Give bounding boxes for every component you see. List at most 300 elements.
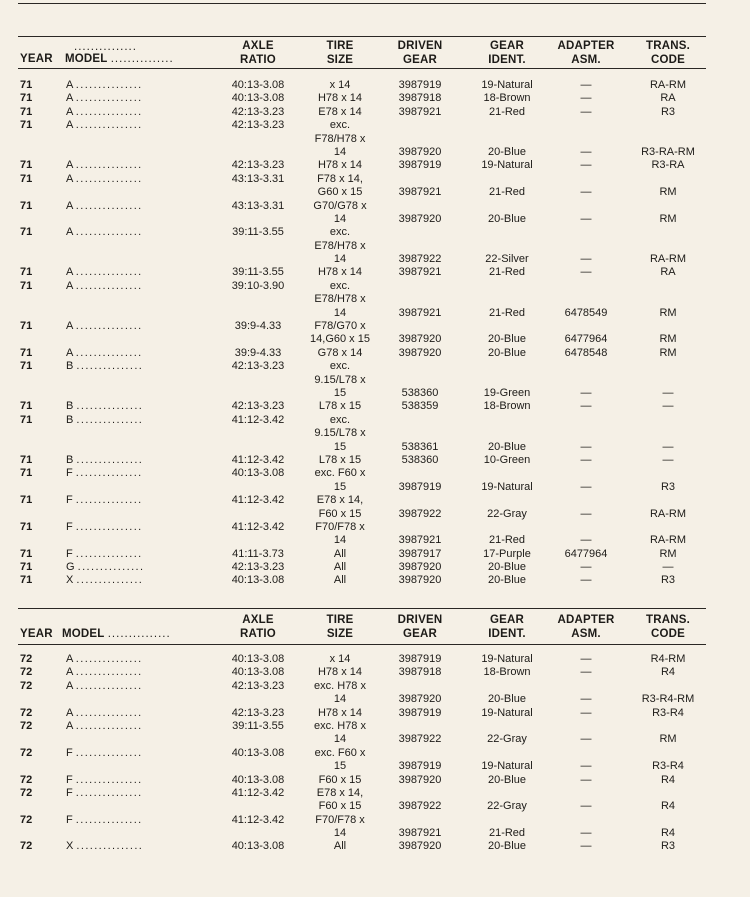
table-row <box>0 106 750 119</box>
axle-ratio-cell: 40:13-3.08 <box>231 840 285 853</box>
tire-size-cell: 14 <box>333 534 347 547</box>
model-cell <box>66 414 216 427</box>
model-cell <box>66 266 216 279</box>
driven-gear-cell: 3987921 <box>398 266 442 279</box>
axle-ratio-cell: 42:13-3.23 <box>231 679 285 692</box>
year-cell: 71 <box>20 320 33 333</box>
adapter-asm-cell: — <box>580 827 592 840</box>
driven-gear-cell: 3987921 <box>398 827 442 840</box>
gear-ident-cell: 19-Natural <box>481 480 533 493</box>
model-letter: B <box>66 453 74 466</box>
driven-gear-cell: 3987920 <box>398 212 442 225</box>
axle-ratio-cell: 39:11-3.55 <box>232 719 284 732</box>
axle-ratio-cell: 42:13-3.23 <box>231 561 285 574</box>
gear-ident-cell: 20-Blue <box>488 145 526 158</box>
tire-size-cell: 14 <box>333 253 347 266</box>
gear-ident-cell: 21-Red <box>488 186 526 199</box>
table2-header-model: MODEL ............... <box>62 628 171 640</box>
gear-ident-cell: 20-Blue <box>488 440 526 453</box>
driven-gear-cell: 3987917 <box>398 547 442 560</box>
model-cell <box>66 561 216 574</box>
tire-size-cell: F78/G70 x <box>314 320 366 333</box>
table-row <box>0 387 750 400</box>
year-cell: 72 <box>20 786 33 799</box>
driven-gear-cell: 3987920 <box>398 840 442 853</box>
model-letter: A <box>66 346 73 359</box>
table-row <box>0 213 750 226</box>
trans-code-cell: R4 <box>660 800 676 813</box>
adapter-asm-cell: — <box>580 159 592 172</box>
axle-ratio-cell: 41:12-3.42 <box>231 453 285 466</box>
gear-ident-cell: 10-Green <box>483 453 531 466</box>
table-row <box>0 427 750 440</box>
driven-gear-cell: 3987920 <box>398 333 442 346</box>
model-letter: A <box>66 92 73 105</box>
gear-ident-cell: 19-Natural <box>481 760 533 773</box>
year-cell: 71 <box>20 413 33 426</box>
gear-ident-cell: 21-Red <box>488 534 526 547</box>
leader-dots: ............... <box>75 320 143 333</box>
axle-ratio-cell: 42:13-3.23 <box>231 159 285 172</box>
model-letter: A <box>66 653 73 665</box>
tire-size-cell: F60 x 15 <box>318 507 362 520</box>
table-row <box>0 333 750 346</box>
tire-size-cell: exc. <box>329 360 351 373</box>
year-cell: 71 <box>20 92 33 105</box>
year-cell: 71 <box>20 119 33 132</box>
year-cell: 71 <box>20 400 33 413</box>
axle-ratio-cell: 42:13-3.23 <box>231 119 285 132</box>
model-cell <box>66 666 216 679</box>
tire-size-cell: H78 x 14 <box>317 159 363 172</box>
tire-size-cell: All <box>333 561 347 574</box>
model-letter: F <box>66 773 73 786</box>
axle-ratio-cell: 41:12-3.42 <box>231 413 285 426</box>
axle-ratio-cell: 41:11-3.73 <box>232 547 284 560</box>
gear-ident-cell: 18-Brown <box>483 92 531 105</box>
gear-ident-cell: 19-Natural <box>481 706 533 719</box>
axle-ratio-cell: 39:9-4.33 <box>234 346 282 359</box>
adapter-asm-cell: — <box>580 386 592 399</box>
driven-gear-cell: 3987921 <box>398 534 442 547</box>
tire-size-cell: 15 <box>333 480 347 493</box>
model-letter: A <box>66 199 73 212</box>
trans-code-cell: RA <box>660 266 676 279</box>
axle-ratio-cell: 40:13-3.08 <box>231 79 285 91</box>
table-row <box>0 747 750 760</box>
driven-gear-cell: 3987920 <box>398 561 442 574</box>
tire-size-cell: H78 x 14 <box>317 706 363 719</box>
table-row <box>0 133 750 146</box>
leader-dots: ............... <box>76 574 144 587</box>
table-row <box>0 774 750 787</box>
adapter-asm-cell: — <box>580 212 592 225</box>
leader-dots: ............... <box>75 92 143 105</box>
table-row <box>0 680 750 693</box>
model-letter: A <box>66 119 73 132</box>
axle-ratio-cell: 41:12-3.42 <box>231 494 285 507</box>
leader-dots: ............... <box>76 413 144 426</box>
gear-ident-cell: 22-Gray <box>487 507 527 520</box>
table-row <box>0 253 750 266</box>
gear-ident-cell: 19-Natural <box>481 159 533 172</box>
model-letter: A <box>66 105 73 118</box>
trans-code-cell: RA-RM <box>649 534 687 547</box>
tire-size-cell: exc. H78 x <box>314 719 366 732</box>
tire-size-cell: 14 <box>333 212 347 225</box>
model-letter: G <box>66 561 75 574</box>
tire-size-cell: All <box>333 547 347 560</box>
trans-code-cell: R3-RA-RM <box>641 145 695 158</box>
year-cell: 72 <box>20 719 33 732</box>
year-cell: 71 <box>20 266 33 279</box>
year-cell: 71 <box>20 159 33 172</box>
model-letter: A <box>66 266 73 279</box>
adapter-asm-cell: — <box>580 440 592 453</box>
table-row <box>0 760 750 773</box>
trans-code-cell: R4-RM <box>650 653 686 665</box>
tire-size-cell: E78 x 14, <box>316 494 364 507</box>
adapter-asm-cell: — <box>580 561 592 574</box>
trans-code-cell: RM <box>659 346 677 359</box>
trans-code-cell: RA <box>660 92 676 105</box>
year-cell: 72 <box>20 840 33 853</box>
table2-header-axle: AXLE RATIO <box>240 614 276 640</box>
table-row <box>0 400 750 413</box>
driven-gear-cell: 538360 <box>401 386 439 399</box>
adapter-asm-cell: — <box>580 79 592 91</box>
trans-code-cell: R4 <box>660 666 676 679</box>
gear-ident-cell: 21-Red <box>488 266 526 279</box>
driven-gear-cell: 3987921 <box>398 306 442 319</box>
trans-code-cell: RM <box>659 306 677 319</box>
tire-size-cell: G60 x 15 <box>317 186 363 199</box>
driven-gear-cell: 538359 <box>401 400 439 413</box>
leader-dots: ............... <box>75 346 143 359</box>
leader-dots: ............... <box>76 453 144 466</box>
axle-ratio-cell: 39:11-3.55 <box>232 226 284 239</box>
trans-code-cell: — <box>662 386 674 399</box>
model-cell <box>66 680 216 693</box>
driven-gear-cell: 3987919 <box>398 760 442 773</box>
adapter-asm-cell: — <box>580 574 592 587</box>
adapter-asm-cell: — <box>580 706 592 719</box>
tire-size-cell: G70/G78 x <box>313 199 367 212</box>
leader-dots: ............... <box>75 773 143 786</box>
tire-size-cell: L78 x 15 <box>318 453 362 466</box>
model-cell <box>66 280 216 293</box>
trans-code-cell: — <box>662 440 674 453</box>
axle-ratio-cell: 41:12-3.42 <box>231 813 285 826</box>
leader-dots: ............... <box>75 172 143 185</box>
table2-header-bottom-rule <box>18 644 706 645</box>
table-row <box>0 293 750 306</box>
adapter-asm-cell: — <box>580 733 592 746</box>
leader-dots: ............... <box>75 520 143 533</box>
tire-size-cell: exc. <box>329 279 351 292</box>
leader-dots: ............... <box>76 400 144 413</box>
axle-ratio-cell: 39:9-4.33 <box>234 320 282 333</box>
table-row <box>0 307 750 320</box>
gear-ident-cell: 20-Blue <box>488 693 526 706</box>
leader-dots: ............... <box>75 547 143 560</box>
leader-dots: ............... <box>75 666 143 679</box>
table-row <box>0 561 750 574</box>
leader-dots: ............... <box>75 279 143 292</box>
gear-ident-cell: 21-Red <box>488 306 526 319</box>
table-row <box>0 266 750 279</box>
gear-ident-cell: 20-Blue <box>488 773 526 786</box>
tire-size-cell: F70/F78 x <box>315 813 365 826</box>
year-cell: 71 <box>20 574 33 587</box>
leader-dots: ............... <box>77 561 145 574</box>
axle-ratio-cell: 40:13-3.08 <box>231 653 285 665</box>
table-row <box>0 360 750 373</box>
leader-dots: ............... <box>76 840 144 853</box>
tire-size-cell: 9.15/L78 x <box>314 427 366 440</box>
leader-dots: ............... <box>75 266 143 279</box>
driven-gear-cell: 538360 <box>401 453 439 466</box>
model-cell <box>66 840 216 853</box>
year-cell: 71 <box>20 494 33 507</box>
table-row <box>0 159 750 172</box>
gear-ident-cell: 19-Natural <box>481 653 533 665</box>
axle-ratio-cell: 42:13-3.23 <box>231 400 285 413</box>
table2-header-adapter: ADAPTER ASM. <box>557 614 615 640</box>
tire-size-cell: L78 x 15 <box>318 400 362 413</box>
tire-size-cell: 14 <box>333 733 347 746</box>
trans-code-cell: RM <box>659 212 677 225</box>
tire-size-cell: 9.15/L78 x <box>314 373 366 386</box>
table-row <box>0 240 750 253</box>
tire-size-cell: exc. F60 x <box>314 467 366 480</box>
tire-size-cell: 14 <box>333 693 347 706</box>
model-letter: X <box>66 840 74 853</box>
adapter-asm-cell: — <box>580 840 592 853</box>
tire-size-cell: E78/H78 x <box>314 239 366 252</box>
driven-gear-cell: 3987919 <box>398 706 442 719</box>
year-cell: 72 <box>20 773 33 786</box>
model-letter: F <box>66 786 73 799</box>
leader-dots: ............... <box>75 79 143 91</box>
table1-top-rule <box>18 36 706 37</box>
table-row <box>0 733 750 746</box>
adapter-asm-cell: — <box>580 186 592 199</box>
year-cell: 72 <box>20 706 33 719</box>
model-letter: B <box>66 400 74 413</box>
model-cell <box>66 707 216 720</box>
trans-code-cell: R3-R4 <box>652 760 684 773</box>
table-row <box>0 693 750 706</box>
adapter-asm-cell: — <box>580 145 592 158</box>
tire-size-cell: F60 x 15 <box>318 800 362 813</box>
axle-ratio-cell: 39:11-3.55 <box>232 266 284 279</box>
driven-gear-cell: 3987920 <box>398 693 442 706</box>
adapter-asm-cell: — <box>580 666 592 679</box>
table1-header-adapter: ADAPTER ASM. <box>557 40 615 66</box>
tire-size-cell: x 14 <box>329 79 351 91</box>
year-cell: 72 <box>20 679 33 692</box>
tire-size-cell: 15 <box>333 440 347 453</box>
adapter-asm-cell: — <box>580 92 592 105</box>
driven-gear-cell: 3987920 <box>398 346 442 359</box>
gear-ident-cell: 20-Blue <box>488 212 526 225</box>
table-row <box>0 787 750 800</box>
year-cell: 71 <box>20 105 33 118</box>
driven-gear-cell: 538361 <box>401 440 439 453</box>
tire-size-cell: exc. <box>329 119 351 132</box>
table1-header-tire: TIRE SIZE <box>326 40 354 66</box>
table-row <box>0 800 750 813</box>
adapter-asm-cell: — <box>580 480 592 493</box>
driven-gear-cell: 3987919 <box>398 480 442 493</box>
leader-dots: ............... <box>75 199 143 212</box>
table-row <box>0 814 750 827</box>
model-cell <box>66 200 216 213</box>
leader-dots: ............... <box>75 467 143 480</box>
adapter-asm-cell: — <box>580 507 592 520</box>
model-cell <box>66 814 216 827</box>
model-cell <box>66 548 216 561</box>
table1-header-axle: AXLE RATIO <box>240 40 276 66</box>
tire-size-cell: 15 <box>333 386 347 399</box>
table-row <box>0 534 750 547</box>
model-letter: A <box>66 226 73 239</box>
gear-ident-cell: 22-Gray <box>487 800 527 813</box>
model-cell <box>66 226 216 239</box>
model-letter: B <box>66 413 74 426</box>
adapter-asm-cell: — <box>580 693 592 706</box>
gear-ident-cell: 20-Blue <box>488 346 526 359</box>
year-cell: 71 <box>20 561 33 574</box>
leader-dots: ............... <box>75 653 143 665</box>
driven-gear-cell: 3987922 <box>398 253 442 266</box>
model-cell <box>66 467 216 480</box>
leader-dots: ............... <box>75 159 143 172</box>
driven-gear-cell: 3987920 <box>398 773 442 786</box>
tire-size-cell: H78 x 14 <box>317 666 363 679</box>
table-row <box>0 320 750 333</box>
model-cell <box>66 774 216 787</box>
model-letter: B <box>66 360 74 373</box>
table-row <box>0 707 750 720</box>
leader-dots: ............... <box>75 105 143 118</box>
leader-dots: ............... <box>75 786 143 799</box>
year-cell: 71 <box>20 520 33 533</box>
year-cell: 71 <box>20 199 33 212</box>
axle-ratio-cell: 40:13-3.08 <box>231 666 285 679</box>
year-cell: 71 <box>20 79 33 91</box>
year-cell: 71 <box>20 346 33 359</box>
adapter-asm-cell: 6477964 <box>564 547 608 560</box>
adapter-asm-cell: — <box>580 266 592 279</box>
model-letter: A <box>66 679 73 692</box>
driven-gear-cell: 3987920 <box>398 574 442 587</box>
table-row <box>0 414 750 427</box>
axle-ratio-cell: 43:13-3.31 <box>231 172 285 185</box>
driven-gear-cell: 3987918 <box>398 92 442 105</box>
driven-gear-cell: 3987922 <box>398 507 442 520</box>
table1-body <box>0 79 750 588</box>
tire-size-cell: 14 <box>333 827 347 840</box>
axle-ratio-cell: 40:13-3.08 <box>231 467 285 480</box>
driven-gear-cell: 3987918 <box>398 666 442 679</box>
leader-dots: ............... <box>75 494 143 507</box>
table1-header-gear: GEAR IDENT. <box>488 40 526 66</box>
driven-gear-cell: 3987920 <box>398 145 442 158</box>
driven-gear-cell: 3987921 <box>398 186 442 199</box>
year-cell: 71 <box>20 226 33 239</box>
model-cell <box>66 747 216 760</box>
adapter-asm-cell: — <box>580 773 592 786</box>
year-cell: 71 <box>20 279 33 292</box>
gear-ident-cell: 17-Purple <box>483 547 531 560</box>
tire-size-cell: H78 x 14 <box>317 92 363 105</box>
gear-ident-cell: 20-Blue <box>488 561 526 574</box>
table-row <box>0 548 750 561</box>
table-row <box>0 666 750 679</box>
table-row <box>0 494 750 507</box>
trans-code-cell: R3 <box>660 105 676 118</box>
axle-ratio-cell: 41:12-3.42 <box>231 786 285 799</box>
trans-code-cell: R3 <box>660 840 676 853</box>
gear-ident-cell: 20-Blue <box>488 840 526 853</box>
model-cell <box>66 400 216 413</box>
tire-size-cell: exc. <box>329 413 351 426</box>
table-row <box>0 441 750 454</box>
table1-header-trans: TRANS. CODE <box>645 40 690 66</box>
model-cell <box>66 653 216 666</box>
model-cell <box>66 173 216 186</box>
gear-ident-cell: 21-Red <box>488 105 526 118</box>
gear-ident-cell: 22-Silver <box>485 253 529 266</box>
tire-size-cell: All <box>333 574 347 587</box>
leader-dots: ............... <box>75 746 143 759</box>
adapter-asm-cell: — <box>580 653 592 665</box>
year-cell: 72 <box>20 813 33 826</box>
table-row <box>0 226 750 239</box>
leader-dots: ............... <box>75 119 143 132</box>
table-row <box>0 454 750 467</box>
model-letter: A <box>66 719 73 732</box>
table-row <box>0 574 750 587</box>
model-letter: F <box>66 813 73 826</box>
table-row <box>0 653 750 666</box>
table-row <box>0 521 750 534</box>
trans-code-cell: R3-RA <box>651 159 685 172</box>
axle-ratio-cell: 39:10-3.90 <box>231 279 285 292</box>
table1-header-year: YEAR <box>20 53 53 65</box>
model-letter: A <box>66 172 73 185</box>
model-cell <box>66 106 216 119</box>
model-letter: F <box>66 520 73 533</box>
trans-code-cell: R3-R4 <box>652 706 684 719</box>
axle-ratio-cell: 42:13-3.23 <box>231 105 285 118</box>
tire-size-cell: E78 x 14, <box>316 786 364 799</box>
year-cell: 71 <box>20 360 33 373</box>
axle-ratio-cell: 40:13-3.08 <box>231 773 285 786</box>
tire-size-cell: G78 x 14 <box>317 346 363 359</box>
driven-gear-cell: 3987919 <box>398 653 442 665</box>
table-row <box>0 481 750 494</box>
top-rule <box>18 3 706 4</box>
trans-code-cell: RM <box>659 733 677 746</box>
adapter-asm-cell: 6478549 <box>564 306 608 319</box>
tire-size-cell: 14 <box>333 306 347 319</box>
trans-code-cell: RM <box>659 333 677 346</box>
axle-ratio-cell: 40:13-3.08 <box>231 574 285 587</box>
year-cell: 71 <box>20 172 33 185</box>
